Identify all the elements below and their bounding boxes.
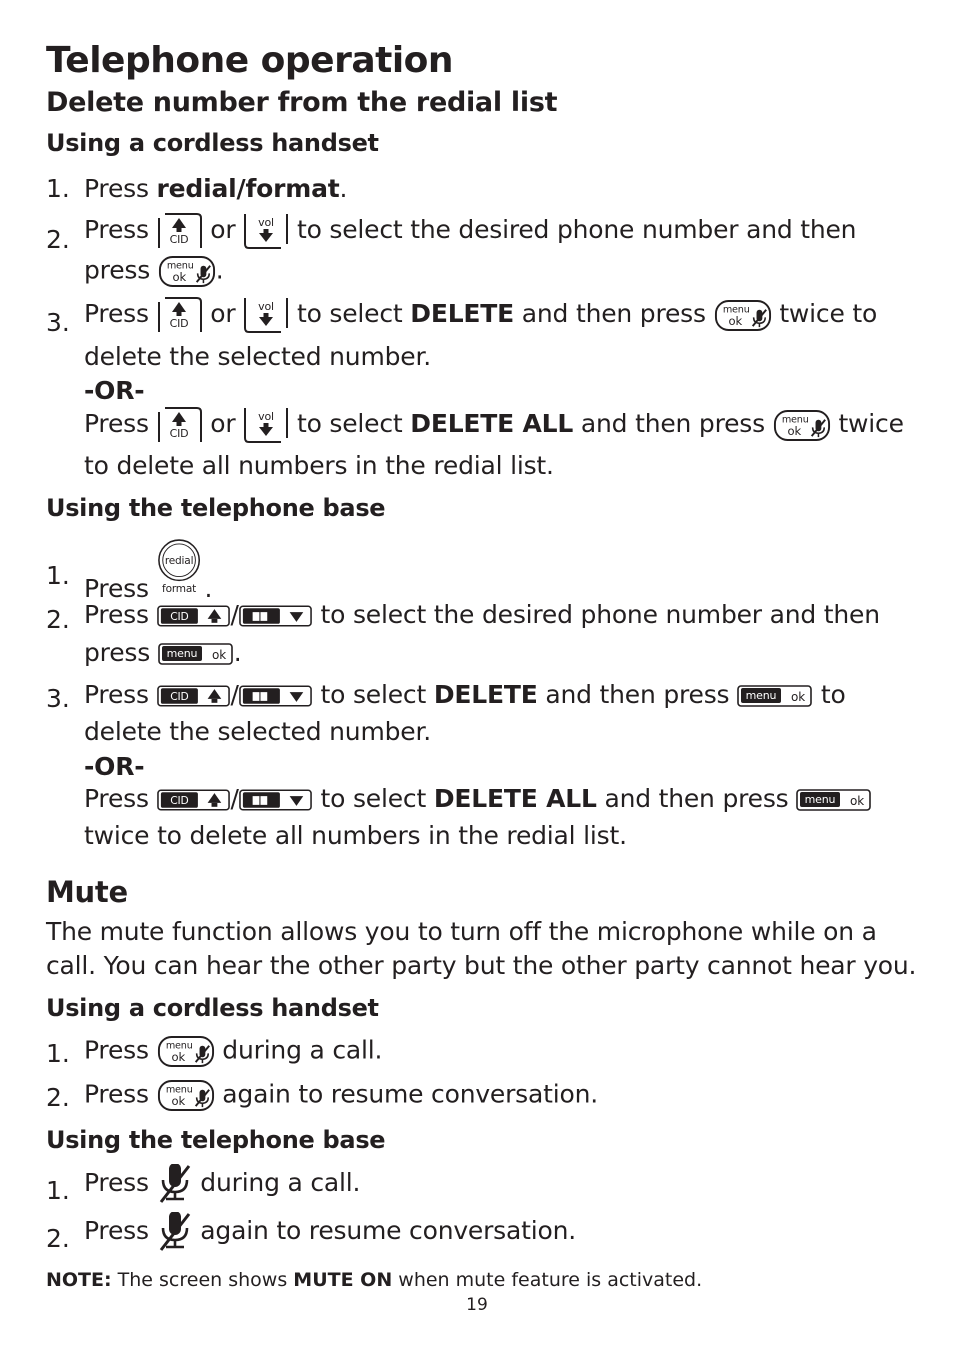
step-number: 1.: [46, 1176, 70, 1205]
menu-ok-mute-key-icon: [158, 255, 216, 288]
note-text: The screen shows: [117, 1269, 288, 1291]
page-number: 19: [466, 1295, 488, 1315]
section-heading-delete: Delete number from the redial list: [46, 87, 558, 118]
base-cid-up-key-icon: [157, 684, 231, 708]
base-step-3: [84, 680, 846, 709]
step-text: to select: [320, 784, 427, 813]
step-text: Press: [84, 1216, 149, 1245]
step-text: and then press: [580, 409, 765, 438]
mute-intro-line-1: The mute function allows you to turn off the microphone while on a: [46, 917, 877, 946]
base-step-3-cont: delete the selected number.: [84, 717, 431, 746]
base-menu-ok-key-icon: [158, 642, 234, 666]
step-text: press: [84, 638, 151, 667]
section-heading-mute: Mute: [46, 875, 128, 909]
step-text: during a call.: [222, 1035, 383, 1065]
step-text: and then press: [521, 299, 706, 328]
base-cid-up-key-icon: [157, 604, 231, 628]
subheading-handset: Using a cordless handset: [46, 129, 379, 157]
step-text: and then press: [545, 680, 730, 709]
step-text: .: [339, 174, 348, 203]
page-title: Telephone operation: [46, 40, 454, 81]
subheading-handset: Using a cordless handset: [46, 994, 379, 1022]
step-text: .: [215, 255, 224, 285]
step-text: .: [233, 638, 242, 667]
step-text: Press: [84, 680, 149, 709]
cid-up-key-icon: [157, 296, 203, 334]
step-number: 2.: [46, 1224, 70, 1253]
note-bold: MUTE ON: [293, 1269, 393, 1291]
vol-down-key-icon: [243, 296, 289, 334]
step-number: 2.: [46, 1083, 70, 1112]
slash: /: [230, 784, 239, 813]
menu-ok-mute-key-icon: [714, 299, 772, 332]
step-number: 2.: [46, 225, 70, 254]
step-text: press: [84, 255, 151, 285]
note-text: when mute feature is activated.: [398, 1269, 703, 1291]
step-text: or: [210, 215, 236, 244]
step-bold: redial/format: [156, 174, 340, 203]
base-phonebook-down-key-icon: [239, 788, 313, 812]
menu-ok-mute-key-icon: [157, 1079, 215, 1112]
step-text: to select the desired phone number and then: [320, 600, 880, 629]
step-text: to select: [296, 409, 403, 438]
cid-up-key-icon: [157, 406, 203, 444]
subheading-base: Using the telephone base: [46, 1126, 386, 1154]
step-text: or: [210, 409, 236, 438]
step-text: Press: [84, 784, 149, 813]
step-bold: DELETE: [410, 299, 515, 328]
handset-step-3-alt-cont: to delete all numbers in the redial list.: [84, 451, 554, 480]
cid-up-key-icon: [157, 212, 203, 250]
or-label: -OR-: [84, 376, 145, 405]
step-text: Press: [84, 1079, 149, 1109]
handset-step-3-cont: delete the selected number.: [84, 342, 431, 371]
step-text: Press: [84, 574, 149, 603]
step-text: Press: [84, 215, 149, 244]
slash: /: [230, 680, 239, 709]
base-menu-ok-key-icon: [796, 788, 872, 812]
step-text: Press: [84, 600, 149, 629]
base-step-3-alt-cont: twice to delete all numbers in the redial list.: [84, 821, 627, 850]
subheading-base: Using the telephone base: [46, 494, 386, 522]
note-label: NOTE:: [46, 1269, 112, 1291]
or-label: -OR-: [84, 752, 145, 781]
base-phonebook-down-key-icon: [239, 684, 313, 708]
note: [46, 1269, 702, 1291]
step-text: Press: [84, 409, 149, 438]
step-text: .: [204, 574, 213, 603]
step-text: and then press: [604, 784, 789, 813]
base-cid-up-key-icon: [157, 788, 231, 812]
step-text: to select: [296, 299, 403, 328]
mute-intro-line-2: call. You can hear the other party but the other party cannot hear you.: [46, 951, 917, 980]
step-text: to: [820, 680, 846, 709]
step-number: 1.: [46, 1039, 70, 1068]
handset-step-1: [84, 174, 347, 203]
step-text: to select: [320, 680, 427, 709]
base-step-2: [84, 600, 880, 629]
redial-format-key-icon: [157, 536, 205, 596]
step-number: 1.: [46, 174, 70, 203]
mute-base-step-1: [84, 1164, 360, 1204]
step-bold: DELETE ALL: [410, 409, 574, 438]
step-number: 3.: [46, 684, 70, 713]
base-step-2-cont: [84, 638, 242, 667]
menu-ok-mute-key-icon: [157, 1035, 215, 1068]
step-text: again to resume conversation.: [200, 1216, 576, 1245]
slash: /: [230, 600, 239, 629]
step-text: or: [210, 299, 236, 328]
step-number: 1.: [46, 561, 70, 590]
mute-microphone-icon: [157, 1164, 193, 1204]
mute-base-step-2: [84, 1212, 576, 1252]
step-text: Press: [84, 1035, 149, 1065]
handset-step-3: [84, 296, 877, 334]
menu-ok-mute-key-icon: [773, 409, 831, 442]
step-text: during a call.: [200, 1168, 361, 1197]
step-text: Press: [84, 174, 157, 203]
step-text: Press: [84, 299, 149, 328]
step-number: 2.: [46, 605, 70, 634]
step-number: 3.: [46, 308, 70, 337]
step-text: again to resume conversation.: [222, 1079, 598, 1109]
step-text: twice to: [779, 299, 878, 328]
base-phonebook-down-key-icon: [239, 604, 313, 628]
step-bold: DELETE: [433, 680, 538, 709]
mute-handset-step-2: [84, 1079, 598, 1112]
vol-down-key-icon: [243, 212, 289, 250]
step-text: Press: [84, 1168, 149, 1197]
base-step-1: [84, 536, 212, 603]
step-text: to select the desired phone number and then: [296, 215, 857, 244]
mute-microphone-icon: [157, 1212, 193, 1252]
base-menu-ok-key-icon: [737, 684, 813, 708]
base-step-3-alt: [84, 784, 872, 813]
handset-step-3-alt: [84, 406, 904, 444]
step-text: twice: [838, 409, 904, 438]
vol-down-key-icon: [243, 406, 289, 444]
handset-step-2: [84, 212, 856, 250]
handset-step-2-cont: [84, 255, 224, 288]
step-bold: DELETE ALL: [433, 784, 597, 813]
mute-handset-step-1: [84, 1035, 382, 1068]
